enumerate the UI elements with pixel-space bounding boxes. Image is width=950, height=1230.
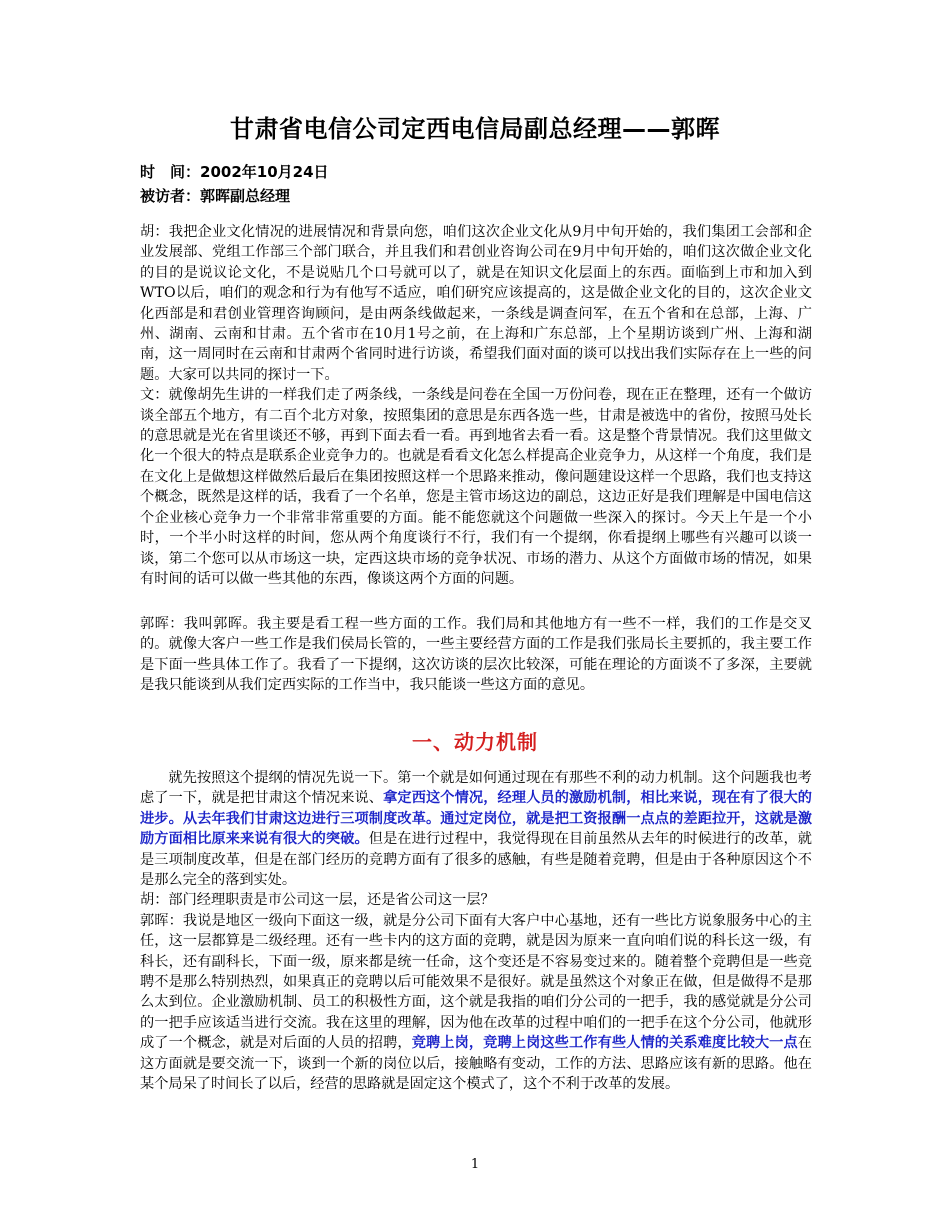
paragraph-text: 就先按照这个提纲的情况先说一下。第一个就是如何通过现在有那些不利的动力机制。这个问题我也考虑了一下，就是把甘肃这个情况来说、 <box>140 770 812 807</box>
meta-time-value: 2002年10月24日 <box>200 163 329 181</box>
meta-interviewee-value: 郭晖副总经理 <box>200 187 291 205</box>
paragraph-hu-intro: 胡：我把企业文化情况的进展情况和背景向您，咱们这次企业文化从9月中旬开始的，我们集团工会部和企业发展部、党组工作部三个部门联合，并且我们和君创业咨询公司在9月中旬开始的，咱们这次做企业文化的目的是说议论文化，不是说贴几个口号就可以了，就是在知识文化层面上的东西。面临到上市和加入到WTO以后，咱们的观念和行为有他写不适应，咱们研究应该提高的，这是做企业文化的目的，这次企业文化西部是和君创业管理咨询顾问，是由两条线做起来，一条线是调查问军，在五个省和在总部，上海、广州、湖南、云南和甘肃。五个省市在10月1号之前，在上海和广东总部，上个星期访谈到广州、上海和湖南，这一周同时在云南和甘肃两个省同时进行访谈，希望我们面对面的谈可以找出我们实际存在上一些的问题。大家可以共同的探讨一下。 <box>140 224 812 383</box>
paragraph-text: 但是在进行过程中，我觉得现在目前虽然从去年的时候进行的改革，就是三项制度改革，但是在部门经历的竞聘方面有了很多的感触，有些是随着竞聘，但是由于各种原因这个不是那么完全的落到实处。 <box>140 831 812 889</box>
paragraph-guo-answer <box>140 911 812 1095</box>
guo-intro-block <box>140 614 812 696</box>
document-title: 甘肃省电信公司定西电信局副总经理——郭晖 <box>230 115 720 143</box>
highlighted-text: 竞聘上岗，竞聘上岗这些工作有些人情的关系难度比较大一点 <box>411 1035 798 1052</box>
paragraph-text: 在这方面就是要交流一下，谈到一个新的岗位以后，接触略有变动，工作的方法、思路应该有新的思路。他在某个局呆了时间长了以后，经营的思路就是固定这个模式了，这个不利于改革的发展。 <box>140 1035 812 1093</box>
meta-interviewee-label: 被访者： <box>140 187 201 205</box>
page-number: 1 <box>470 1157 480 1172</box>
paragraph-question: 胡：部门经理职责是市公司这一层，还是省公司这一层？ <box>140 892 495 909</box>
section-body <box>140 768 812 1095</box>
meta-interviewee-row <box>140 184 329 208</box>
paragraph-text: 郭晖：我说是地区一级向下面这一级，就是分公司下面有大客户中心基地，还有一些比方说象服务中心的主任，这一层都算是二级经理。还有一些卡内的这方面的竞聘，就是因为原来一直向咱们说的科长这一级，有科长，还有副科长，下面一级，原来都是统一任命，这个变还是不容易变过来的。随着整个竞聘但是一些竞聘不是那么特别热烈，如果真正的竞聘以后可能效果不是很好。就是虽然这个对象正在做，但是做得不是那么太到位。企业激励机制、员工的积极性方面，这个就是我指的咱们分公司的一把手，我的感觉就是分公司的一把手应该适当进行交流。我在这里的理解，因为他在改革的过程中咱们的一把手在这个分公司，他就形成了一个概念，就是对后面的人员的招聘， <box>140 912 812 1052</box>
paragraph-wen-intro: 文：就像胡先生讲的一样我们走了两条线，一条线是问卷在全国一万份问卷，现在正在整理，还有一个做访谈全部五个地方，有二百个北方对象，按照集团的意思是东西各选一些，甘肃是被选中的省份，按照马处长的意思就是光在省里谈还不够，再到下面去看一看。再到地省去看一看。这是整个背景情况。我们这里做文化一个很大的特点是联系企业竞争力的。也就是看看文化怎么样提高企业竞争力，从这样一个角度，我们是在文化上是做想这样做然后最后在集团按照这样一个思路来推动，像问题建设这样一个思路，我们也支持这个概念，既然是这样的话，我看了一个名单，您是主管市场这边的副总，这边正好是我们理解是中国电信这个企业核心竞争力一个非常非常重要的方面。能不能您就这个问题做一些深入的探讨。今天上午是一个小时，一个半小时这样的时间，您从两个角度谈行不行，我们有一个提纲，你看提纲上哪些有兴趣可以谈一谈，第二个您可以从市场这一块，定西这块市场的竞争状况、市场的潜力、从这个方面做市场的情况，如果有时间的话可以做一些其他的东西，像谈这两个方面的问题。 <box>140 387 812 587</box>
highlighted-text: 拿定西这个情况，经理人员的激励机制，相比来说，现在有了很大的进步。从去年我们甘肃这边进行三项制度改革。通过定岗位，就是把工资报酬一点点的差距拉开，这就是激励方面相比原来来说有很大的突破。 <box>140 790 812 848</box>
meta-time-row <box>140 160 329 184</box>
section-heading: 一、动力机制 <box>412 730 538 754</box>
meta-time-label: 时 间： <box>140 163 201 181</box>
intro-block <box>140 222 812 589</box>
document-meta <box>140 160 329 208</box>
paragraph-guo-intro: 郭晖：我叫郭晖。我主要是看工程一些方面的工作。我们局和其他地方有一些不一样，我们的工作是交叉的。就像大客户一些工作是我们侯局长管的，一些主要经营方面的工作是我们张局长主要抓的，我主要工作是下面一些具体工作了。我看了一下提纲，这次访谈的层次比较深，可能在理论的方面谈不了多深，主要就是我只能谈到从我们定西实际的工作当中，我只能谈一些这方面的意见。 <box>140 616 812 694</box>
paragraph-motivation <box>140 768 812 890</box>
